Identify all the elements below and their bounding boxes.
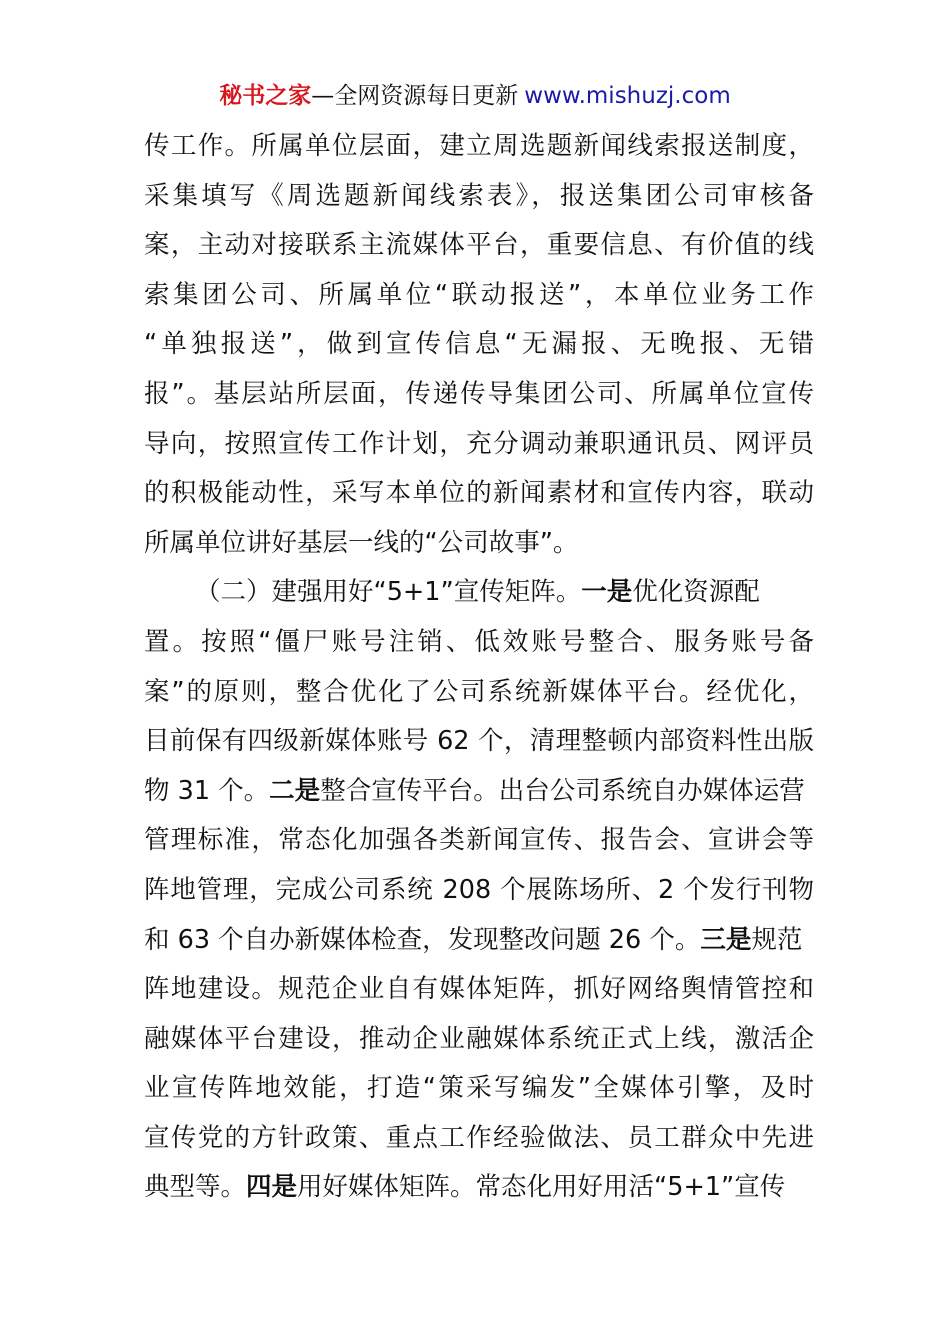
text-line: 导向，按照宣传工作计划，充分调动兼职通讯员、网评员 [144, 428, 814, 459]
text-line: “单独报送”，做到宣传信息“无漏报、无晚报、无错 [144, 329, 814, 360]
text-run: 和 63 个自办新媒体检查，发现整改问题 26 个。 [144, 924, 701, 955]
text-line: 业宣传阵地效能，打造“策采写编发”全媒体引擎，及时 [144, 1073, 814, 1104]
text-run: 规范 [751, 924, 803, 955]
site-brand: 秘书之家 [219, 83, 312, 109]
site-header [0, 80, 950, 112]
text-line: 所属单位讲好基层一线的“公司故事”。 [144, 527, 579, 558]
text-line: 阵地管理，完成公司系统 208 个展陈场所、2 个发行刊物 [144, 874, 814, 905]
text-run: 用好媒体矩阵。常态化用好用活“5+1”宣传 [297, 1172, 786, 1203]
text-run: 典型等。 [144, 1172, 247, 1203]
text-line [144, 916, 814, 966]
text-line: 管理标准，常态化加强各类新闻宣传、报告会、宣讲会等 [144, 825, 814, 856]
document-body [144, 122, 814, 1213]
text-line: 报”。基层站所层面，传递传导集团公司、所属单位宣传 [144, 378, 814, 409]
bold-marker: 一是 [581, 577, 633, 608]
text-run: 优化资源配 [632, 577, 760, 608]
text-line: 索集团公司、所属单位“联动报送”，本单位业务工作 [144, 279, 814, 310]
bold-marker: 四是 [246, 1172, 298, 1203]
text-line: 宣传党的方针政策、重点工作经验做法、员工群众中先进 [144, 1122, 814, 1153]
site-url-link[interactable]: www.mishuzj.com [524, 83, 731, 109]
bold-marker: 二是 [269, 775, 321, 806]
text-run: 物 31 个。 [144, 775, 270, 806]
text-line [144, 767, 814, 817]
text-line: 融媒体平台建设，推动企业融媒体系统正式上线，激活企 [144, 1023, 814, 1054]
text-line [144, 568, 814, 618]
text-line: 阵地建设。规范企业自有媒体矩阵，抓好网络舆情管控和 [144, 974, 814, 1005]
text-line: 传工作。所属单位层面，建立周选题新闻线索报送制度， [144, 131, 814, 161]
bold-marker: 三是 [700, 924, 752, 955]
text-run: 整合宣传平台。出台公司系统自办媒体运营 [320, 775, 805, 806]
paragraph-2 [144, 568, 814, 1213]
text-line: 目前保有四级新媒体账号 62 个，清理整顿内部资料性出版 [144, 726, 814, 757]
text-line: 置。按照“僵尸账号注销、低效账号整合、服务账号备 [144, 626, 814, 657]
text-line: 的积极能动性，采写本单位的新闻素材和宣传内容，联动 [144, 478, 814, 509]
text-line: 案，主动对接联系主流媒体平台，重要信息、有价值的线 [144, 230, 814, 261]
text-line [144, 1163, 814, 1213]
text-line: 采集填写《周选题新闻线索表》，报送集团公司审核备 [144, 180, 814, 211]
section-heading: （二）建强用好“5+1”宣传矩阵。 [195, 577, 582, 608]
paragraph-1 [144, 122, 814, 568]
site-slogan: —全网资源每日更新 [311, 83, 519, 109]
text-line: 案”的原则，整合优化了公司系统新媒体平台。经优化， [144, 676, 814, 707]
